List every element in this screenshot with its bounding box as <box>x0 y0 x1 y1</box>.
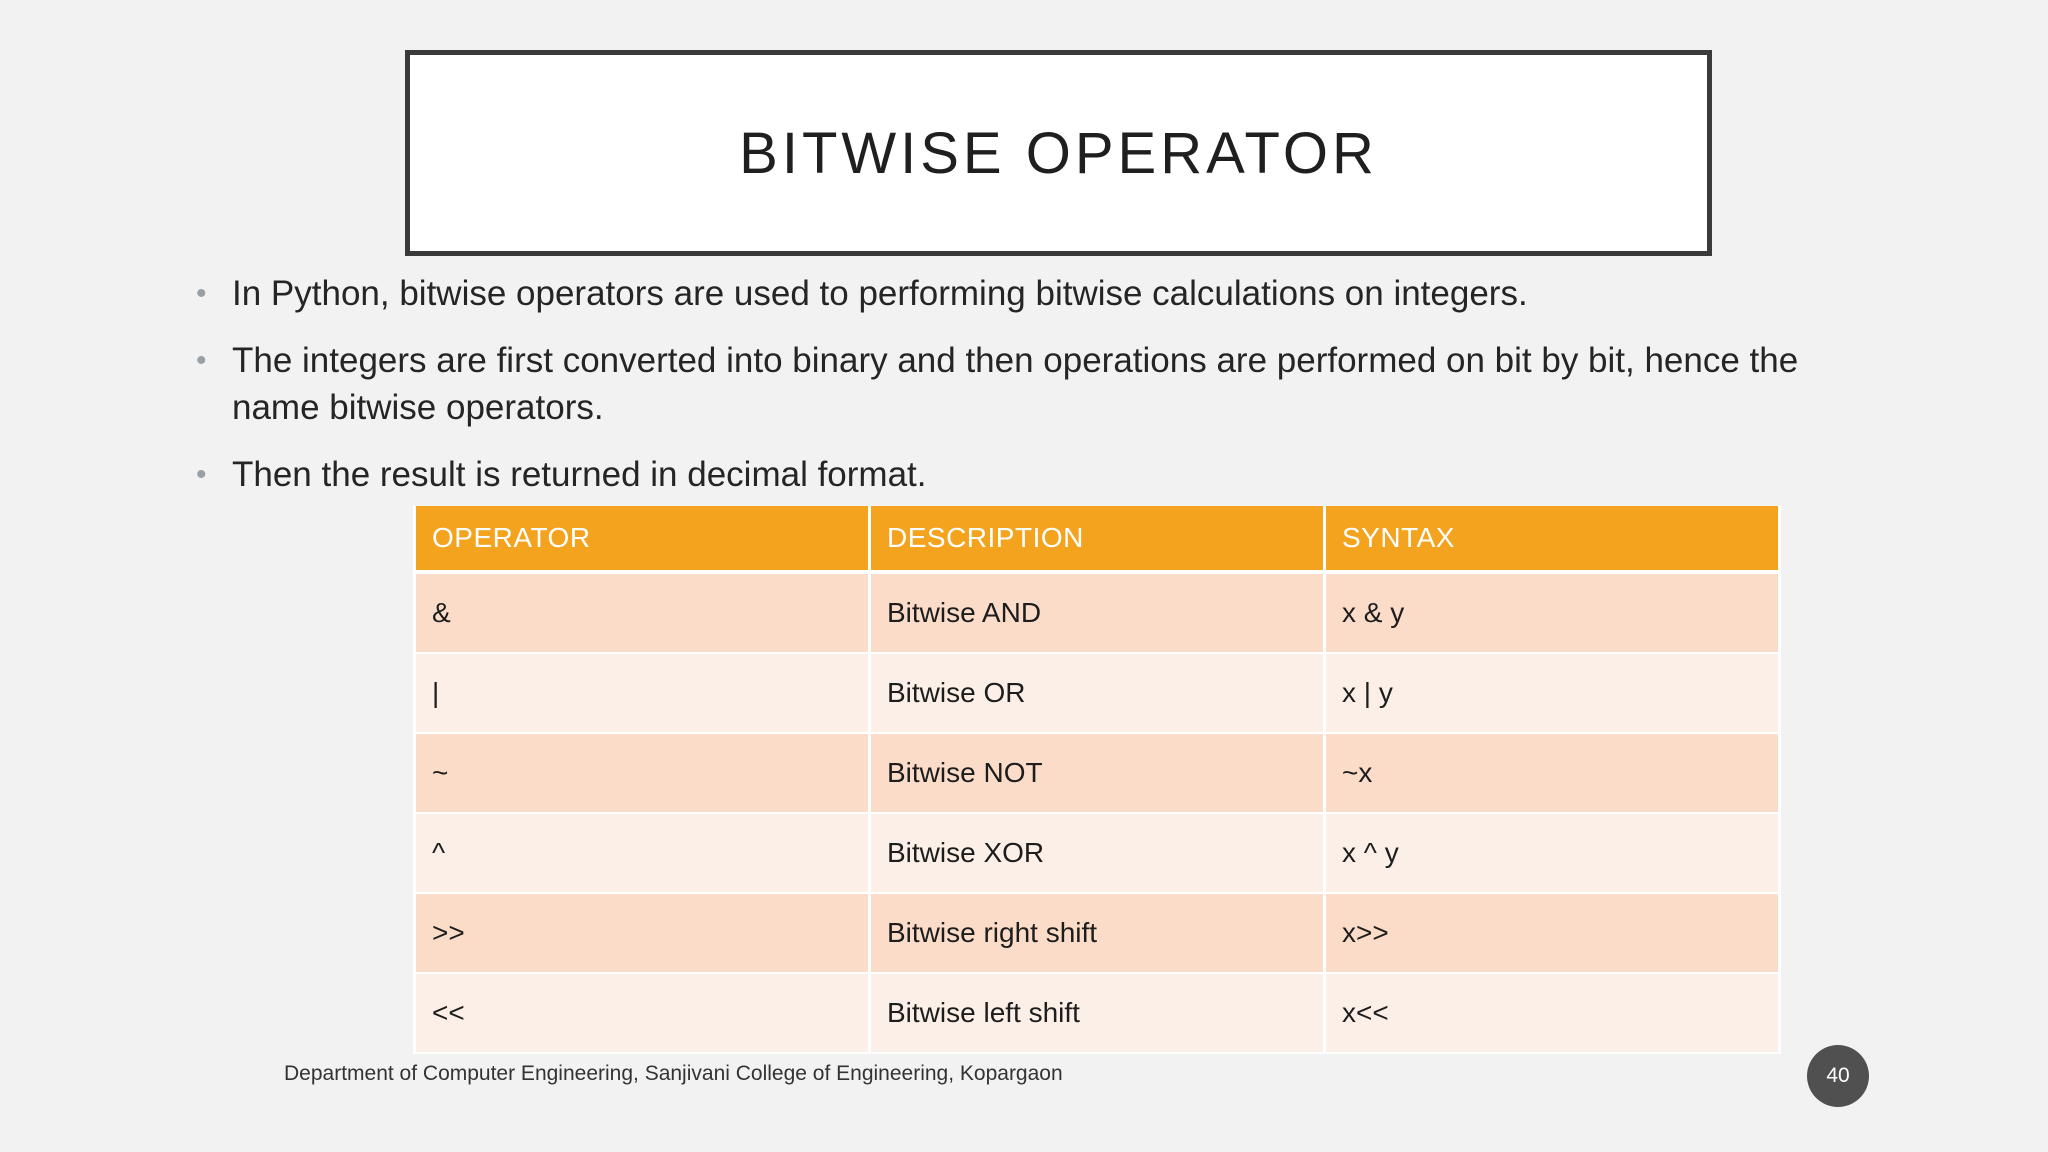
header-operator: OPERATOR <box>415 506 870 572</box>
syntax-cell: x<< <box>1325 973 1780 1053</box>
bullet-text: The integers are first converted into binary and then operations are performed on bit by bit, hence the name bitwise operators. <box>232 341 1799 427</box>
description-cell: Bitwise XOR <box>870 813 1325 893</box>
description-cell: Bitwise OR <box>870 653 1325 733</box>
syntax-cell: ~x <box>1325 733 1780 813</box>
table-row <box>415 733 1780 813</box>
bullet-item <box>190 270 1870 317</box>
description-cell: Bitwise AND <box>870 572 1325 653</box>
page-number-badge: 40 <box>1807 1045 1869 1107</box>
description-cell: Bitwise NOT <box>870 733 1325 813</box>
operator-table <box>413 506 1781 1054</box>
footer-text: Department of Computer Engineering, Sanjivani College of Engineering, Kopargaon <box>284 1062 1063 1085</box>
header-syntax: SYNTAX <box>1325 506 1780 572</box>
table-row <box>415 572 1780 653</box>
bullet-text: In Python, bitwise operators are used to performing bitwise calculations on integers. <box>232 274 1528 313</box>
syntax-cell: x ^ y <box>1325 813 1780 893</box>
bullet-text: Then the result is returned in decimal format. <box>232 455 927 494</box>
operator-cell: << <box>415 973 870 1053</box>
description-cell: Bitwise right shift <box>870 893 1325 973</box>
syntax-cell: x>> <box>1325 893 1780 973</box>
bullet-icon: • <box>196 458 207 491</box>
table-row <box>415 893 1780 973</box>
slide-title-box <box>405 50 1712 256</box>
operator-cell: ^ <box>415 813 870 893</box>
bullet-icon: • <box>196 277 207 310</box>
slide-title: BITWISE OPERATOR <box>739 120 1378 186</box>
operator-cell: ~ <box>415 733 870 813</box>
syntax-cell: x & y <box>1325 572 1780 653</box>
table-row <box>415 653 1780 733</box>
bullet-icon: • <box>196 344 207 377</box>
operator-cell: & <box>415 572 870 653</box>
operator-cell: >> <box>415 893 870 973</box>
table-header-row <box>415 506 1780 572</box>
bullet-item <box>190 451 1870 498</box>
bullet-list <box>190 270 1870 518</box>
operator-cell: | <box>415 653 870 733</box>
syntax-cell: x | y <box>1325 653 1780 733</box>
header-description: DESCRIPTION <box>870 506 1325 572</box>
bullet-item <box>190 337 1870 431</box>
table-row <box>415 813 1780 893</box>
table-row <box>415 973 1780 1053</box>
description-cell: Bitwise left shift <box>870 973 1325 1053</box>
